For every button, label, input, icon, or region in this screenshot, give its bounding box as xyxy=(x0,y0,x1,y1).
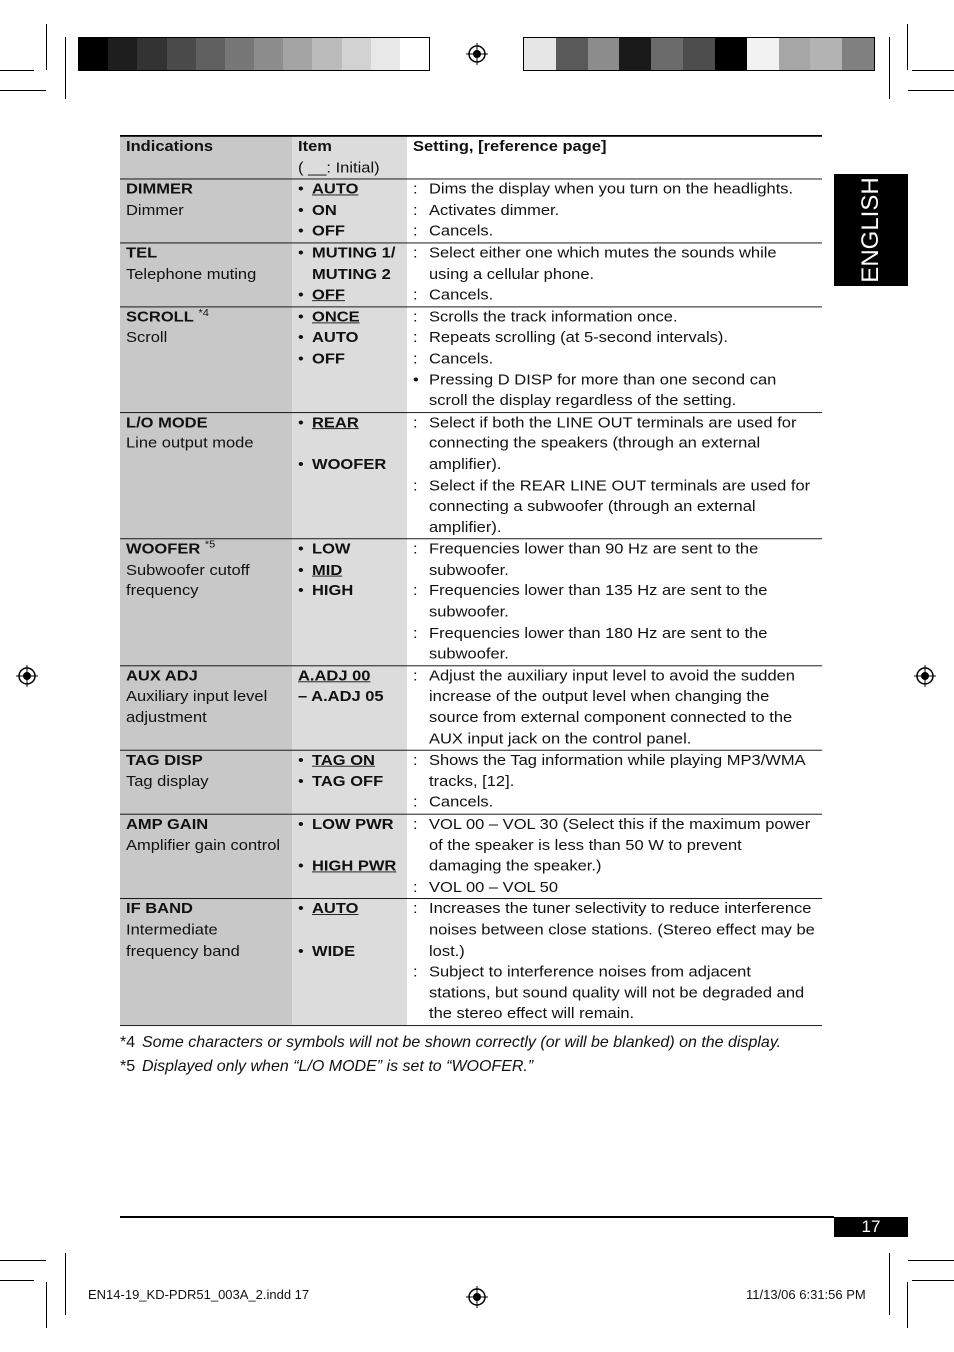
indication-cell xyxy=(120,307,292,413)
color-swatch xyxy=(312,38,341,70)
registration-target-icon xyxy=(466,43,488,65)
item-cell xyxy=(292,666,407,751)
setting-line: • Pressing D DISP for more than one second can scroll the display regardless of the setting. xyxy=(413,371,777,409)
item-cell xyxy=(292,307,407,413)
setting-line: : Frequencies lower than 135 Hz are sent to the subwoofer. xyxy=(413,583,768,621)
color-swatch xyxy=(715,38,747,70)
item-option: • OFF xyxy=(298,223,345,240)
color-swatch xyxy=(842,38,874,70)
setting-cell xyxy=(407,539,822,666)
item-option: • ON xyxy=(298,202,337,219)
footnote: *4 Some characters or symbols will not be shown correctly (or will be blanked) on the display. xyxy=(120,1034,782,1051)
indication-name: TEL xyxy=(126,245,158,262)
item-option: • HIGH xyxy=(298,583,354,600)
color-swatch xyxy=(79,38,108,70)
setting-line: : VOL 00 – VOL 30 (Select this if the maximum power of the speaker is less than 50 W to prevent damaging the speaker.) xyxy=(413,816,811,875)
setting-line: : Dims the display when you turn on the headlights. xyxy=(413,181,794,198)
indication-desc: Amplifier gain control xyxy=(126,837,281,854)
color-swatch xyxy=(342,38,371,70)
setting-line: : Subject to interference noises from adjacent stations, but sound quality will not be degraded and the stereo effect will remain. xyxy=(413,964,805,1022)
setting-line: : Frequencies lower than 180 Hz are sent to the subwoofer. xyxy=(413,625,768,663)
table-row xyxy=(120,814,822,899)
item-option: • AUTO xyxy=(298,181,359,198)
indication-desc: Telephone muting xyxy=(126,266,257,283)
settings-table xyxy=(120,135,822,1026)
table-row xyxy=(120,899,822,1026)
setting-cell xyxy=(407,179,822,243)
item-cell xyxy=(292,750,407,814)
item-option: • LOW PWR xyxy=(298,816,394,833)
indication-name: IF BAND xyxy=(126,901,193,918)
color-swatch xyxy=(400,38,429,70)
setting-cell xyxy=(407,243,822,307)
setting-line: : Cancels. xyxy=(413,287,494,304)
item-cell xyxy=(292,412,407,539)
table-row xyxy=(120,412,822,539)
color-swatch xyxy=(683,38,715,70)
registration-target-icon xyxy=(914,665,936,687)
color-swatch xyxy=(747,38,779,70)
indication-name: DIMMER xyxy=(126,181,193,198)
indication-cell xyxy=(120,899,292,1026)
registration-target-icon xyxy=(466,1286,488,1308)
indication-name: TAG DISP xyxy=(126,752,203,769)
color-swatch xyxy=(651,38,683,70)
header-setting: Setting, [reference page] xyxy=(407,136,822,179)
indication-cell xyxy=(120,666,292,751)
setting-line: : Adjust the auxiliary input level to avoid the sudden increase of the output level when changing the source from external component connected to the AUX input jack on the control panel. xyxy=(413,667,795,747)
table-row xyxy=(120,243,822,307)
table-row xyxy=(120,539,822,666)
setting-line: : Cancels. xyxy=(413,794,494,811)
color-swatch xyxy=(167,38,196,70)
item-range-start: A.ADJ 00 xyxy=(298,667,371,684)
header-indications: Indications xyxy=(120,136,292,179)
footnote-ref: *4 xyxy=(198,307,209,319)
setting-cell xyxy=(407,412,822,539)
setting-line: : Increases the tuner selectivity to reduce interference noises between close stations. (Stereo effect may be lost.) xyxy=(413,901,815,960)
setting-cell xyxy=(407,899,822,1026)
color-swatch xyxy=(619,38,651,70)
setting-line: : Select if the REAR LINE OUT terminals are used for connecting a subwoofer (through an external amplifier). xyxy=(413,477,811,536)
color-swatch xyxy=(225,38,254,70)
indication-cell xyxy=(120,243,292,307)
item-cell xyxy=(292,243,407,307)
indication-cell xyxy=(120,750,292,814)
color-swatch xyxy=(779,38,811,70)
item-option: • AUTO xyxy=(298,901,359,918)
setting-line: : VOL 00 – VOL 50 xyxy=(413,879,559,896)
page-number: 17 xyxy=(834,1217,908,1237)
setting-cell xyxy=(407,307,822,413)
indication-cell xyxy=(120,539,292,666)
item-option: • AUTO xyxy=(298,329,359,346)
date-slug: 11/13/06 6:31:56 PM xyxy=(746,1287,866,1302)
color-swatch xyxy=(196,38,225,70)
color-calibration-bar-left xyxy=(78,37,430,71)
item-option: • HIGH PWR xyxy=(298,858,397,875)
item-option: • WOOFER xyxy=(298,456,387,473)
color-swatch xyxy=(254,38,283,70)
color-swatch xyxy=(108,38,137,70)
item-cell xyxy=(292,814,407,899)
color-swatch xyxy=(137,38,166,70)
item-cell xyxy=(292,899,407,1026)
indication-desc: Scroll xyxy=(126,329,168,346)
setting-line: : Select if both the LINE OUT terminals are used for connecting the speakers (through an external amplifier). xyxy=(413,414,797,473)
table-row xyxy=(120,666,822,751)
indication-desc: Tag display xyxy=(126,773,209,790)
indication-desc: Dimmer xyxy=(126,202,184,219)
setting-line: : Cancels. xyxy=(413,350,494,367)
setting-line: : Select either one which mutes the sounds while using a cellular phone. xyxy=(413,245,777,283)
setting-line: : Shows the Tag information while playing MP3/WMA tracks, [12]. xyxy=(413,752,805,790)
setting-line: : Scrolls the track information once. xyxy=(413,308,678,325)
setting-cell xyxy=(407,814,822,899)
item-cell xyxy=(292,539,407,666)
indication-name: AMP GAIN xyxy=(126,816,209,833)
color-swatch xyxy=(524,38,556,70)
indication-desc: Subwoofer cutoff frequency xyxy=(126,562,250,600)
table-row xyxy=(120,179,822,243)
footnote: *5 Displayed only when “L/O MODE” is set to “WOOFER.” xyxy=(120,1058,534,1075)
setting-cell xyxy=(407,666,822,751)
item-option: • LOW xyxy=(298,541,351,558)
setting-line: : Frequencies lower than 90 Hz are sent to the subwoofer. xyxy=(413,541,759,579)
indication-name: L/O MODE xyxy=(126,414,208,431)
color-swatch xyxy=(371,38,400,70)
color-calibration-bar-right xyxy=(523,37,875,71)
color-swatch xyxy=(588,38,620,70)
footnote-ref: *5 xyxy=(204,539,216,551)
color-swatch xyxy=(556,38,588,70)
item-option: • MUTING 1/ MUTING 2 xyxy=(298,245,396,283)
setting-line: : Activates dimmer. xyxy=(413,202,560,219)
color-swatch xyxy=(283,38,312,70)
item-cell xyxy=(292,179,407,243)
item-option: • MID xyxy=(298,562,343,579)
item-option: • TAG OFF xyxy=(298,773,384,790)
setting-line: : Repeats scrolling (at 5-second intervals). xyxy=(413,329,728,346)
color-swatch xyxy=(810,38,842,70)
item-option: • OFF xyxy=(298,350,345,367)
indication-cell xyxy=(120,179,292,243)
indication-cell xyxy=(120,412,292,539)
setting-cell xyxy=(407,750,822,814)
file-slug: EN14-19_KD-PDR51_003A_2.indd 17 xyxy=(88,1287,310,1302)
language-label: ENGLISH xyxy=(857,177,884,283)
indication-name: SCROLL xyxy=(126,308,194,325)
item-option: • ONCE xyxy=(298,308,360,325)
table-header-row xyxy=(120,136,822,179)
indication-desc: Auxiliary input level adjustment xyxy=(126,688,268,726)
indication-name: AUX ADJ xyxy=(126,667,198,684)
registration-target-icon xyxy=(16,665,38,687)
item-option: • TAG ON xyxy=(298,752,375,769)
table-row xyxy=(120,307,822,413)
indication-name: WOOFER xyxy=(126,541,201,558)
item-range-end: – A.ADJ 05 xyxy=(298,688,384,705)
indication-desc: Intermediate frequency band xyxy=(126,922,240,960)
indication-cell xyxy=(120,814,292,899)
item-option: • OFF xyxy=(298,287,345,304)
page-rule xyxy=(120,1216,834,1218)
table-row xyxy=(120,750,822,814)
header-item: Item ( __: Initial) xyxy=(292,136,407,179)
indication-desc: Line output mode xyxy=(126,435,254,452)
setting-line: : Cancels. xyxy=(413,223,494,240)
item-option: • WIDE xyxy=(298,943,356,960)
language-side-tab xyxy=(834,174,908,286)
item-option: • REAR xyxy=(298,414,359,431)
